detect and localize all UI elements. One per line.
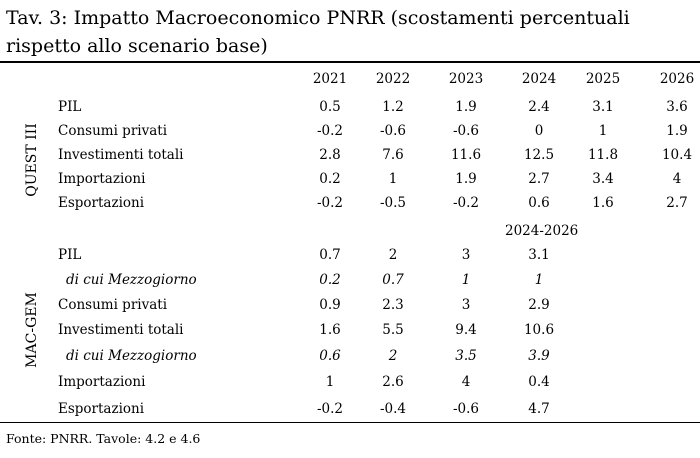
table-cell: 12.5 <box>523 147 555 163</box>
table-cell: 1.2 <box>382 99 404 115</box>
table-cell: -0.2 <box>316 401 344 417</box>
table-cell: -0.2 <box>316 195 344 211</box>
table-cell: 3 <box>461 247 471 263</box>
table-cell: 10.6 <box>523 322 555 338</box>
table-cell: -0.2 <box>316 123 344 139</box>
year-header: 2023 <box>448 71 484 87</box>
row-label: Importazioni <box>58 171 146 187</box>
table-cell: 2.6 <box>382 374 404 390</box>
table-cell: 2.7 <box>666 195 688 211</box>
table-cell: 11.8 <box>587 147 619 163</box>
table-cell: 3.1 <box>592 99 614 115</box>
table-cell: 1 <box>325 374 335 390</box>
table-cell: 3.4 <box>592 171 614 187</box>
table-cell: 0.2 <box>319 272 341 288</box>
table-cell: 2.4 <box>528 99 550 115</box>
row-label: Investimenti totali <box>58 322 184 338</box>
table-cell: -0.2 <box>452 195 480 211</box>
table-cell: 3.5 <box>455 348 477 364</box>
table-cell: 1.9 <box>666 123 688 139</box>
table-cell: 0.7 <box>382 272 404 288</box>
table-cell: 2.7 <box>528 171 550 187</box>
table-cell: 11.6 <box>450 147 482 163</box>
period-header: 2024-2026 <box>505 223 579 239</box>
table-cell: 2 <box>388 247 398 263</box>
table-cell: 10.4 <box>661 147 693 163</box>
table-cell: 4 <box>672 171 682 187</box>
row-label: di cui Mezzogiorno <box>66 348 197 364</box>
year-header: 2024 <box>521 71 557 87</box>
row-label: Esportazioni <box>58 195 145 211</box>
row-label: Consumi privati <box>58 123 168 139</box>
table-cell: 1 <box>534 272 544 288</box>
table-cell: 3.9 <box>528 348 550 364</box>
table-cell: 0.5 <box>319 99 341 115</box>
year-header: 2022 <box>375 71 411 87</box>
table-cell: 0.6 <box>528 195 550 211</box>
table-cell: 1 <box>388 171 398 187</box>
table-title: Tav. 3: Impatto Macroeconomico PNRR (scostamenti percentuali rispetto allo scenario base) <box>6 7 630 57</box>
table-cell: 0.4 <box>528 374 550 390</box>
bottom-rule <box>0 422 700 423</box>
table-cell: -0.6 <box>452 401 480 417</box>
table-cell: 9.4 <box>455 322 477 338</box>
table-cell: -0.6 <box>379 123 407 139</box>
row-label: PIL <box>58 99 82 115</box>
year-header: 2026 <box>659 71 695 87</box>
group-label-macgem: MAC-GEM <box>24 292 40 368</box>
table-cell: 5.5 <box>382 322 404 338</box>
table-cell: -0.6 <box>452 123 480 139</box>
row-label: PIL <box>58 247 82 263</box>
table-cell: 1.6 <box>592 195 614 211</box>
table-cell: 3.6 <box>666 99 688 115</box>
row-label: Importazioni <box>58 374 146 390</box>
table-cell: 1.9 <box>455 171 477 187</box>
table-cell: 3 <box>461 297 471 313</box>
source-note: Fonte: PNRR. Tavole: 4.2 e 4.6 <box>6 431 201 446</box>
table-cell: 2.3 <box>382 297 404 313</box>
table-cell: 1 <box>461 272 471 288</box>
row-label: di cui Mezzogiorno <box>66 272 197 288</box>
year-header: 2025 <box>585 71 621 87</box>
table-cell: 1 <box>598 123 608 139</box>
table-cell: 3.1 <box>528 247 550 263</box>
year-header: 2021 <box>312 71 348 87</box>
table-cell: 2 <box>388 348 398 364</box>
top-rule <box>0 61 700 63</box>
row-label: Consumi privati <box>58 297 168 313</box>
table-cell: 4.7 <box>528 401 550 417</box>
table-cell: 0.2 <box>319 171 341 187</box>
row-label: Esportazioni <box>58 401 145 417</box>
table-cell: -0.5 <box>379 195 407 211</box>
row-label: Investimenti totali <box>58 147 184 163</box>
table-cell: 7.6 <box>382 147 404 163</box>
table-cell: 1.6 <box>319 322 341 338</box>
table-cell: 0.6 <box>319 348 341 364</box>
group-label-quest: QUEST III <box>24 123 40 197</box>
table-cell: -0.4 <box>379 401 407 417</box>
table-cell: 0 <box>534 123 544 139</box>
table-cell: 0.7 <box>319 247 341 263</box>
table-cell: 4 <box>461 374 471 390</box>
table-cell: 2.9 <box>528 297 550 313</box>
table-cell: 2.8 <box>319 147 341 163</box>
table-cell: 0.9 <box>319 297 341 313</box>
table-cell: 1.9 <box>455 99 477 115</box>
